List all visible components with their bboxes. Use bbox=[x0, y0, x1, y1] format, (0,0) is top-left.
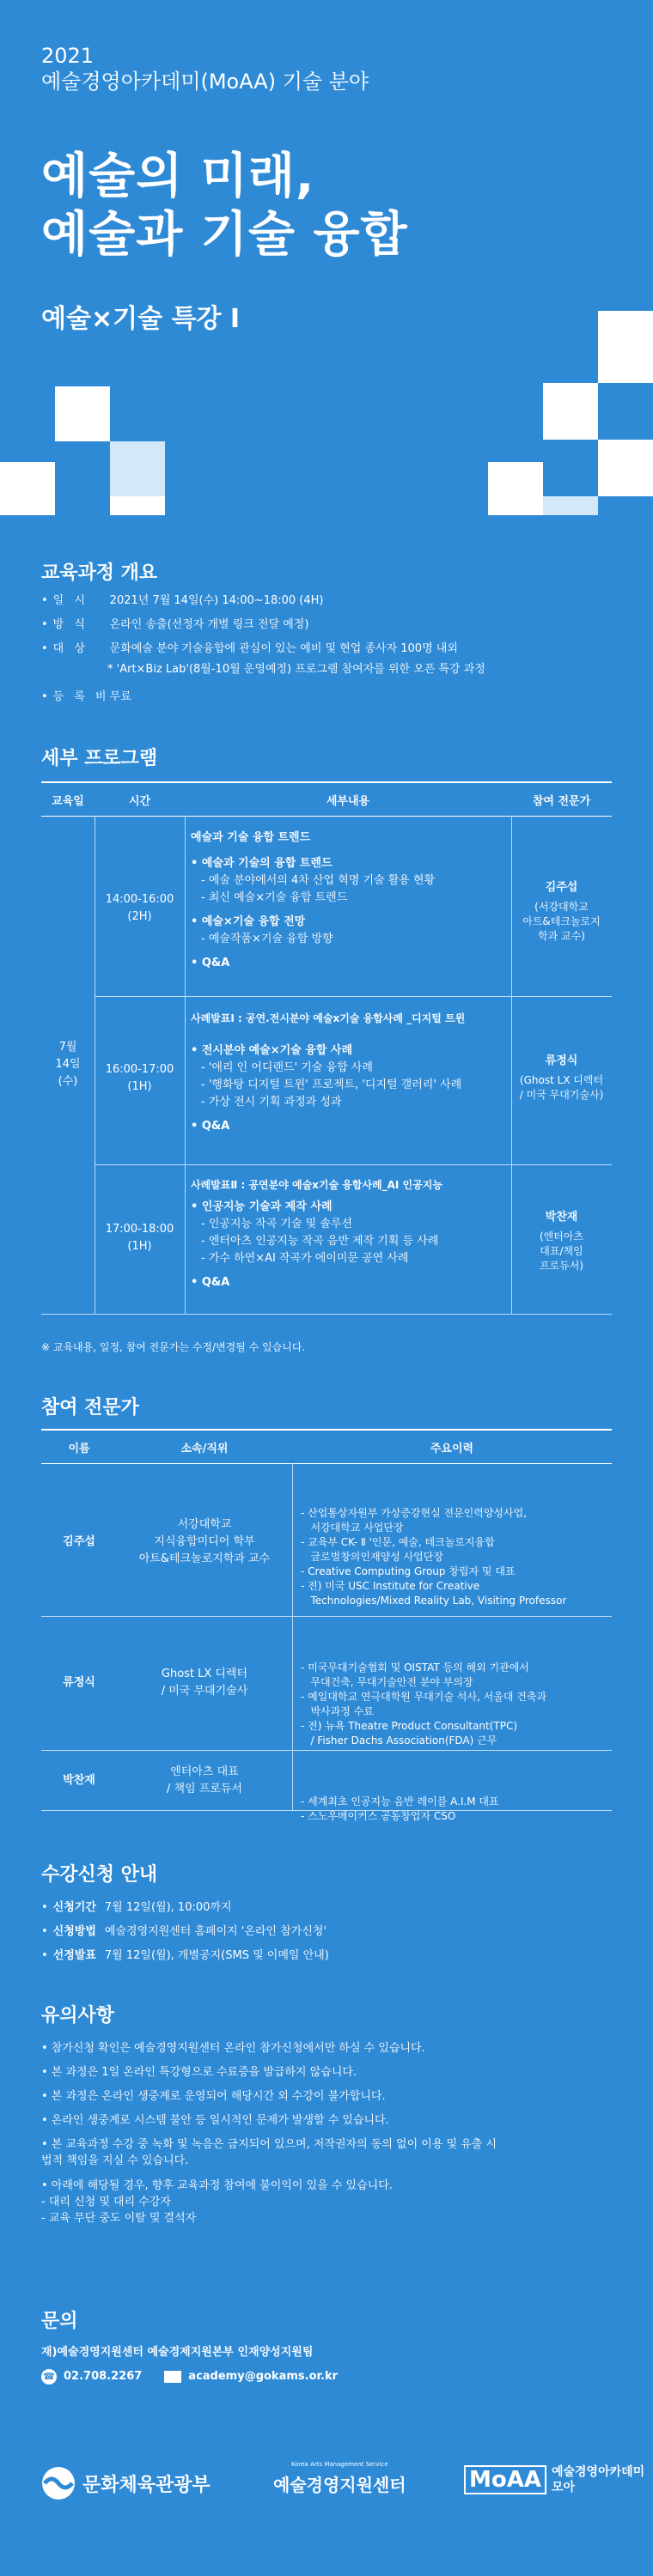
contact-line bbox=[41, 2368, 338, 2385]
overview-item: • 등 록 비무료 bbox=[41, 690, 131, 703]
mcst-emblem-icon bbox=[41, 2466, 76, 2500]
expert-name: 박찬재 bbox=[63, 1774, 95, 1787]
apply-item: • 선정발표 7월 12일(월), 개별공지(SMS 및 이메일 안내) bbox=[41, 1949, 329, 1962]
apply-item: • 신청기간 7월 12일(월), 10:00까지 bbox=[41, 1901, 232, 1914]
apply-heading: 수강신청 안내 bbox=[41, 1864, 158, 1886]
program-col-time: 시간 bbox=[128, 795, 151, 808]
moaa-mark: MoAA bbox=[464, 2465, 546, 2494]
table-header-rule bbox=[41, 1463, 612, 1464]
notice-item: • 온라인 생중계로 시스템 불안 등 일시적인 문제가 발생할 수 있습니다. bbox=[41, 2114, 389, 2127]
divider bbox=[185, 816, 186, 1314]
moaa-name-short: 모아 bbox=[551, 2481, 576, 2494]
expert-affiliation: 엔터아츠 대표 / 책임 프로듀서 bbox=[167, 1765, 242, 1795]
table-top-rule bbox=[41, 1429, 612, 1431]
notice-item: • 본 교육과정 수강 중 녹화 및 녹음은 금지되어 있으며, 저작권자의 동의 없이 이용 및 유출 시 법적 책임을 지실 수 있습니다. bbox=[41, 2138, 497, 2167]
session-expert: 김주섭 (서강대학교 아트&테크놀로지 학과 교수) bbox=[522, 881, 601, 942]
expert-name: 류정식 bbox=[63, 1676, 95, 1689]
expert-affiliation: Ghost LX 디렉터 / 미국 무대기술사 bbox=[161, 1668, 248, 1698]
deco-square bbox=[55, 496, 110, 515]
notice-item: • 아래에 해당될 경우, 향후 교육과정 참여에 불이익이 있을 수 있습니다. - 대리 신청 및 대리 수강자 - 교육 무단 중도 이탈 및 결석자 bbox=[41, 2179, 393, 2225]
session-expert: 박찬재 (엔터아츠 대표/책임 프로듀서) bbox=[539, 1211, 584, 1272]
deco-square bbox=[598, 311, 653, 383]
kams-name: 예술경영지원센터 bbox=[273, 2475, 406, 2495]
hero-tag: 예술×기술 특강 Ⅰ bbox=[41, 304, 241, 334]
hero-title-line2: 예술과 기술 융합 bbox=[41, 207, 408, 263]
experts-col-aff: 소속/직위 bbox=[180, 1443, 229, 1455]
mail-icon bbox=[164, 2371, 181, 2383]
notice-heading: 유의사항 bbox=[41, 2005, 115, 2026]
program-col-expert: 참여 전문가 bbox=[532, 795, 591, 808]
program-col-date: 교육일 bbox=[52, 795, 84, 808]
deco-square bbox=[110, 496, 165, 515]
session-time: 16:00-17:00 (1H) bbox=[105, 1063, 174, 1093]
expert-history: - 미국무대기술협회 및 OISTAT 등의 해외 기관에서 무대건축, 무대기술안전 분야 부의장 - 예일대학교 연극대학원 무대기술 석사, 서울대 건축과 박사과정 수료 - 전) 뉴욕 Theatre Product Consultant(TPC) / Fisher Dachs Association(FDA) 근무 bbox=[301, 1662, 547, 1747]
kams-logo bbox=[273, 2461, 406, 2496]
expert-history: - 산업통상자원부 가상증강현실 전문인력양성사업, 서강대학교 사업단장 - 교육부 CK- Ⅱ '인문, 예술, 테크놀로지융합 글로벌창의인재양성 사업단장 - Creative Computing Group 창립자 및 대표 - 전) 미국 USC Institute for Creative Technologies/Mixed Reality Lab, Visiting Professor bbox=[301, 1507, 567, 1607]
deco-square bbox=[598, 440, 653, 496]
session-time: 14:00-16:00 (2H) bbox=[105, 893, 174, 923]
table-header-rule bbox=[41, 816, 612, 817]
hero-title bbox=[41, 148, 408, 264]
notice-item: • 본 과정은 1일 온라인 특강형으로 수료증을 발급하지 않습니다. bbox=[41, 2066, 357, 2079]
program-heading: 세부 프로그램 bbox=[41, 748, 158, 769]
moaa-name: 예술경영아카데미 bbox=[551, 2465, 645, 2479]
contact-phone[interactable]: 02.708.2267 bbox=[64, 2370, 143, 2383]
moaa-logo bbox=[464, 2464, 644, 2495]
divider bbox=[292, 1463, 293, 1810]
deco-square bbox=[543, 383, 598, 440]
session-expert: 류정식 (Ghost LX 디렉터 / 미국 무대기술사) bbox=[519, 1054, 604, 1101]
mcst-name: 문화체육관광부 bbox=[82, 2474, 211, 2496]
deco-square bbox=[543, 496, 598, 515]
session-time: 17:00-18:00 (1H) bbox=[105, 1223, 174, 1253]
deco-square bbox=[55, 386, 110, 441]
expert-name: 김주섭 bbox=[63, 1535, 95, 1548]
overview-heading: 교육과정 개요 bbox=[41, 562, 158, 584]
contact-org: 재)예술경영지원센터 예술경제지원본부 인재양성지원팀 bbox=[41, 2346, 314, 2359]
overview-item: • 일 시 2021년 7월 14일(수) 14:00~18:00 (4H) bbox=[41, 594, 324, 607]
contact-email[interactable]: academy@gokams.or.kr bbox=[188, 2370, 339, 2383]
hero-title-line1: 예술의 미래, bbox=[41, 149, 315, 204]
hero-subtitle: 예술경영아카데미(MoAA) 기술 분야 bbox=[41, 70, 369, 94]
overview-item: • 대 상 문화예술 분야 기술융합에 관심이 있는 예비 및 현업 종사자 100명 내외 bbox=[41, 642, 458, 655]
expert-affiliation: 서강대학교 지식융합미디어 학부 아트&테크놀로지학과 교수 bbox=[138, 1518, 271, 1565]
experts-heading: 참여 전문가 bbox=[41, 1397, 139, 1419]
notice-item: • 본 과정은 온라인 생중계로 운영되어 해당시간 외 수강이 불가합니다. bbox=[41, 2090, 386, 2103]
table-top-rule bbox=[41, 781, 612, 783]
program-date: 7월 14일 (수) bbox=[55, 1041, 81, 1088]
session-content: 사례발표Ⅰ : 공연.전시분야 예술x기술 융합사례 _디지털 트윈 • 전시분야 예술×기술 융합 사례 - '애리 인 어디랜드' 기술 융합 사례 - '행화탕 디지털 트윈' 프로젝트, '디지털 갤러리' 사례 - 가상 전시 기획 과정과 성과 • Q&A bbox=[191, 1012, 466, 1133]
deco-square bbox=[488, 462, 543, 515]
notice-item: • 참가신청 확인은 예술경영지원센터 온라인 참가신청에서만 하실 수 있습니다. bbox=[41, 2042, 425, 2055]
experts-col-history: 주요이력 bbox=[430, 1443, 474, 1455]
table-bottom-rule bbox=[41, 1314, 612, 1315]
phone-icon: ☎ bbox=[41, 2369, 57, 2385]
divider bbox=[95, 1164, 612, 1165]
session-content: 예술과 기술 융합 트렌드 • 예술과 기술의 융합 트렌드 - 예술 분야에서의 4차 산업 혁명 기술 활용 현황 - 최신 예술×기술 융합 트렌드 • 예술×기술 융합 전망 - 예술작품×기술 융합 방향 • Q&A bbox=[191, 831, 436, 969]
apply-item: • 신청방법 예술경영지원센터 홈페이지 '온라인 참가신청' bbox=[41, 1925, 327, 1938]
program-col-content: 세부내용 bbox=[326, 795, 370, 808]
expert-history: - 세계최초 인공지능 음반 레이블 A.I.M 대표 - 스노우메이커스 공동창업자 CSO bbox=[301, 1795, 499, 1822]
experts-col-name: 이름 bbox=[68, 1443, 90, 1455]
hero-year: 2021 bbox=[41, 44, 95, 68]
overview-item-note: * 'Art×Biz Lab'(8월-10월 운영예정) 프로그램 참여자를 위한 오픈 특강 과정 bbox=[107, 663, 485, 676]
deco-square bbox=[0, 462, 55, 515]
program-footnote: ※ 교육내용, 일정, 참여 전문가는 수정/변경될 수 있습니다. bbox=[41, 1341, 306, 1353]
contact-heading: 문의 bbox=[41, 2311, 78, 2332]
mcst-logo bbox=[41, 2466, 211, 2500]
kams-english: Korea Arts Management Service bbox=[291, 2461, 388, 2468]
overview-item: • 방 식 온라인 송출(선정자 개별 링크 전달 예정) bbox=[41, 618, 309, 631]
deco-square bbox=[110, 441, 165, 496]
session-content: 사례발표Ⅱ : 공연분야 예술x기술 융합사례_AI 인공지능 • 인공지능 기술과 제작 사례 - 인공지능 작곡 기술 및 솔루션 - 엔터아츠 인공지능 작곡 음반 제작 기획 등 사례 - 가수 하연×AI 작곡가 에이미문 공연 사례 • Q&A bbox=[191, 1179, 442, 1289]
divider bbox=[95, 996, 612, 997]
